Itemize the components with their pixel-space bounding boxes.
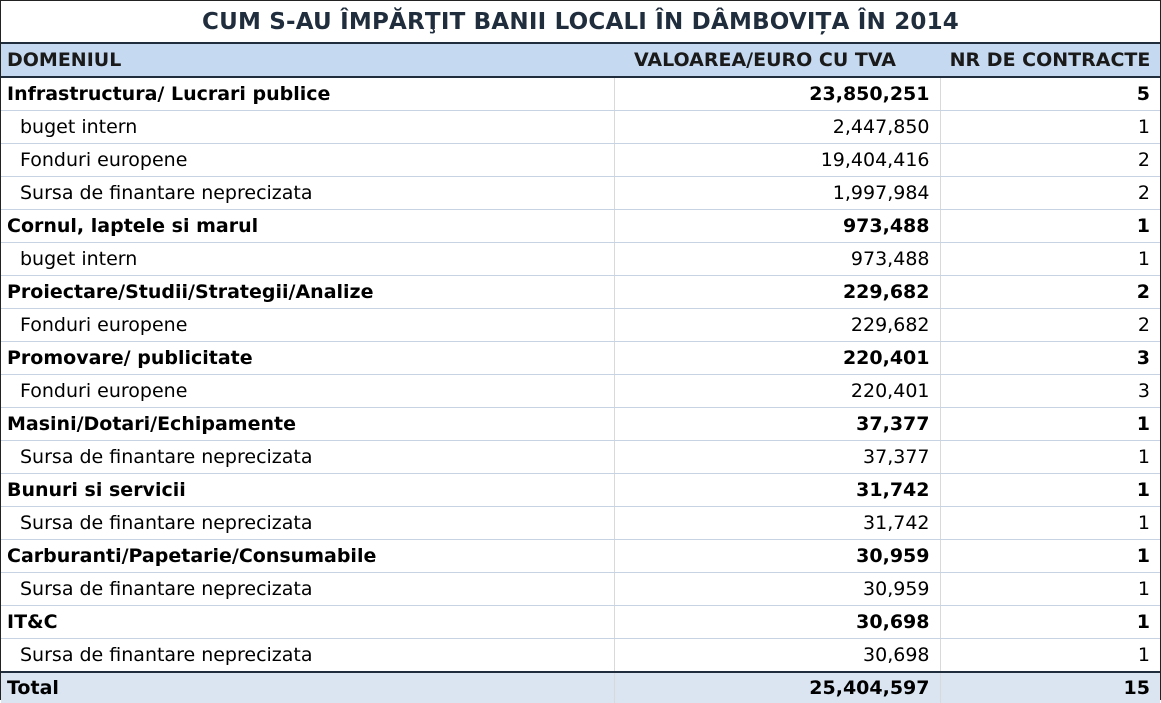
row-value: 229,682 [614,309,940,342]
row-domain: Carburanti/Papetarie/Consumabile [1,540,614,573]
row-domain: Promovare/ publicitate [1,342,614,375]
row-domain: Proiectare/Studii/Strategii/Analize [1,276,614,309]
total-count: 15 [940,672,1160,703]
total-value: 25,404,597 [614,672,940,703]
row-value: 31,742 [614,474,940,507]
row-count: 2 [940,177,1160,210]
row-count: 2 [940,309,1160,342]
row-value: 220,401 [614,375,940,408]
row-domain: Fonduri europene [1,375,614,408]
row-value: 31,742 [614,507,940,540]
row-count: 3 [940,375,1160,408]
total-label: Total [1,672,614,703]
table-row-source [1,441,1160,474]
row-value: 220,401 [614,342,940,375]
row-value: 19,404,416 [614,144,940,177]
column-header-value: VALOAREA/EURO CU TVA [614,44,940,77]
table-row-category [1,474,1160,507]
table-row-category [1,210,1160,243]
table-row-source [1,111,1160,144]
row-domain: buget intern [1,111,614,144]
row-domain: Infrastructura/ Lucrari publice [1,77,614,111]
column-header-domain: DOMENIUL [1,44,614,77]
total-row [1,672,1160,703]
row-count: 1 [940,606,1160,639]
row-domain: Sursa de finantare neprecizata [1,573,614,606]
row-count: 1 [940,408,1160,441]
row-count: 1 [940,441,1160,474]
table-row-category [1,77,1160,111]
table-row-source [1,573,1160,606]
table-row-category [1,342,1160,375]
row-domain: Sursa de finantare neprecizata [1,507,614,540]
row-count: 1 [940,639,1160,673]
row-value: 30,959 [614,540,940,573]
table-row-source [1,177,1160,210]
table-row-category [1,408,1160,441]
row-count: 1 [940,573,1160,606]
table-row-source [1,639,1160,673]
row-value: 973,488 [614,210,940,243]
table-row-category [1,540,1160,573]
row-value: 37,377 [614,441,940,474]
column-header-contracts: NR DE CONTRACTE [940,44,1160,77]
row-count: 2 [940,276,1160,309]
table-row-category [1,276,1160,309]
row-value: 2,447,850 [614,111,940,144]
row-domain: Sursa de finantare neprecizata [1,639,614,673]
row-count: 1 [940,111,1160,144]
row-domain: Cornul, laptele si marul [1,210,614,243]
row-count: 3 [940,342,1160,375]
row-count: 1 [940,507,1160,540]
row-domain: Sursa de finantare neprecizata [1,441,614,474]
row-value: 30,959 [614,573,940,606]
row-count: 1 [940,540,1160,573]
row-count: 5 [940,77,1160,111]
row-domain: Fonduri europene [1,309,614,342]
row-count: 1 [940,243,1160,276]
row-value: 229,682 [614,276,940,309]
table-row-source [1,309,1160,342]
table-row-source [1,144,1160,177]
table-row-source [1,507,1160,540]
row-value: 30,698 [614,639,940,673]
row-count: 1 [940,210,1160,243]
row-domain: Sursa de finantare neprecizata [1,177,614,210]
table-row-source [1,375,1160,408]
budget-table [1,44,1160,703]
row-domain: Masini/Dotari/Echipamente [1,408,614,441]
row-value: 37,377 [614,408,940,441]
row-value: 973,488 [614,243,940,276]
row-domain: buget intern [1,243,614,276]
row-value: 30,698 [614,606,940,639]
row-count: 1 [940,474,1160,507]
table-row-source [1,243,1160,276]
row-domain: IT&C [1,606,614,639]
page-title: CUM S-AU ÎMPĂRŢIT BANII LOCALI ÎN DÂMBOVIȚA ÎN 2014 [1,1,1160,44]
row-domain: Fonduri europene [1,144,614,177]
table-row-category [1,606,1160,639]
row-value: 23,850,251 [614,77,940,111]
header-row [1,44,1160,77]
row-value: 1,997,984 [614,177,940,210]
row-domain: Bunuri si servicii [1,474,614,507]
row-count: 2 [940,144,1160,177]
